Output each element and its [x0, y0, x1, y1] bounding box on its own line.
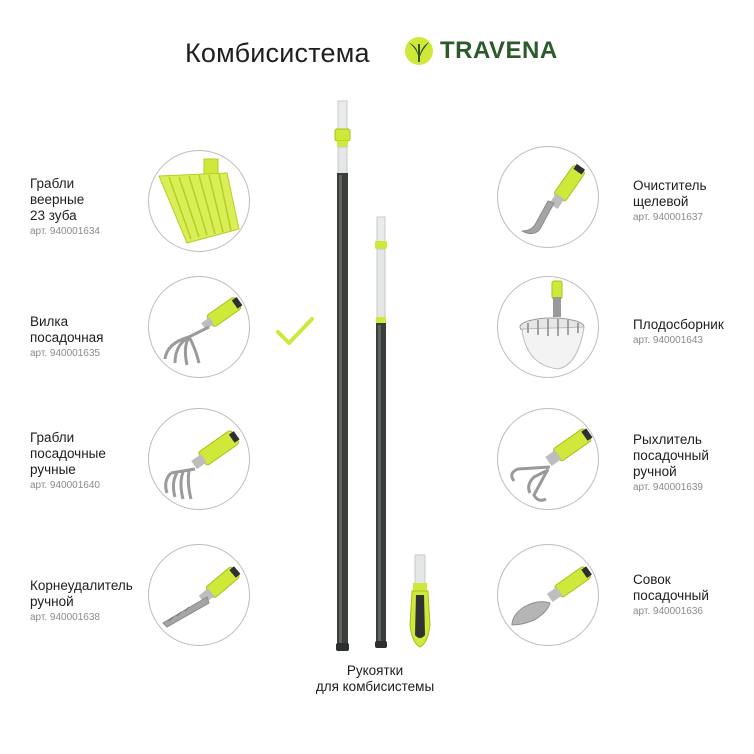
- selected-check-icon: [276, 316, 314, 346]
- article-number: арт. 940001636: [633, 606, 703, 617]
- hand-fork-icon: [149, 277, 249, 377]
- brand-name: TRAVENA: [440, 37, 558, 64]
- product-circle-hand-rake[interactable]: [148, 408, 250, 510]
- product-label: Совок посадочный арт. 940001636: [633, 572, 709, 617]
- product-circle-fan-rake[interactable]: [148, 150, 250, 252]
- article-number: арт. 940001643: [633, 335, 703, 346]
- long-handle: [335, 101, 350, 651]
- handles-illustration: [310, 95, 460, 655]
- product-label: Грабли посадочные ручные арт. 940001640: [30, 430, 106, 491]
- product-label: Плодосборник арт. 940001643: [633, 317, 724, 346]
- product-label: Корнеудалитель ручной арт. 940001638: [30, 578, 133, 623]
- product-circle-weeder[interactable]: [148, 544, 250, 646]
- product-label: Очиститель щелевой арт. 940001637: [633, 178, 707, 223]
- hand-grip: [410, 555, 430, 647]
- product-label: Грабли веерные 23 зуба арт. 940001634: [30, 176, 100, 237]
- product-label: Рыхлитель посадочный ручной арт. 940001639: [633, 432, 709, 493]
- leaf-logo-icon: [404, 36, 434, 66]
- hand-rake-icon: [149, 409, 249, 509]
- trowel-icon: [498, 545, 598, 645]
- handles-caption: Рукоятки для комбисистемы: [315, 663, 435, 694]
- page-title: Комбисистема: [185, 38, 370, 68]
- edge-marker: [0, 331, 4, 343]
- cultivator-icon: [498, 409, 598, 509]
- fruit-picker-icon: [498, 277, 598, 377]
- product-circle-hand-fork[interactable]: [148, 276, 250, 378]
- product-circle-crevice-cleaner[interactable]: [497, 146, 599, 248]
- short-handle: [375, 217, 387, 648]
- weeder-icon: [149, 545, 249, 645]
- article-number: арт. 940001639: [633, 482, 703, 493]
- article-number: арт. 940001635: [30, 348, 100, 359]
- article-number: арт. 940001634: [30, 226, 100, 237]
- article-number: арт. 940001637: [633, 212, 703, 223]
- product-circle-fruit-picker[interactable]: [497, 276, 599, 378]
- brand-logo: [404, 36, 558, 66]
- article-number: арт. 940001638: [30, 612, 100, 623]
- crevice-cleaner-icon: [498, 147, 598, 247]
- article-number: арт. 940001640: [30, 480, 100, 491]
- product-circle-cultivator[interactable]: [497, 408, 599, 510]
- product-circle-trowel[interactable]: [497, 544, 599, 646]
- product-label: Вилка посадочная арт. 940001635: [30, 314, 104, 359]
- fan-rake-icon: [149, 151, 249, 251]
